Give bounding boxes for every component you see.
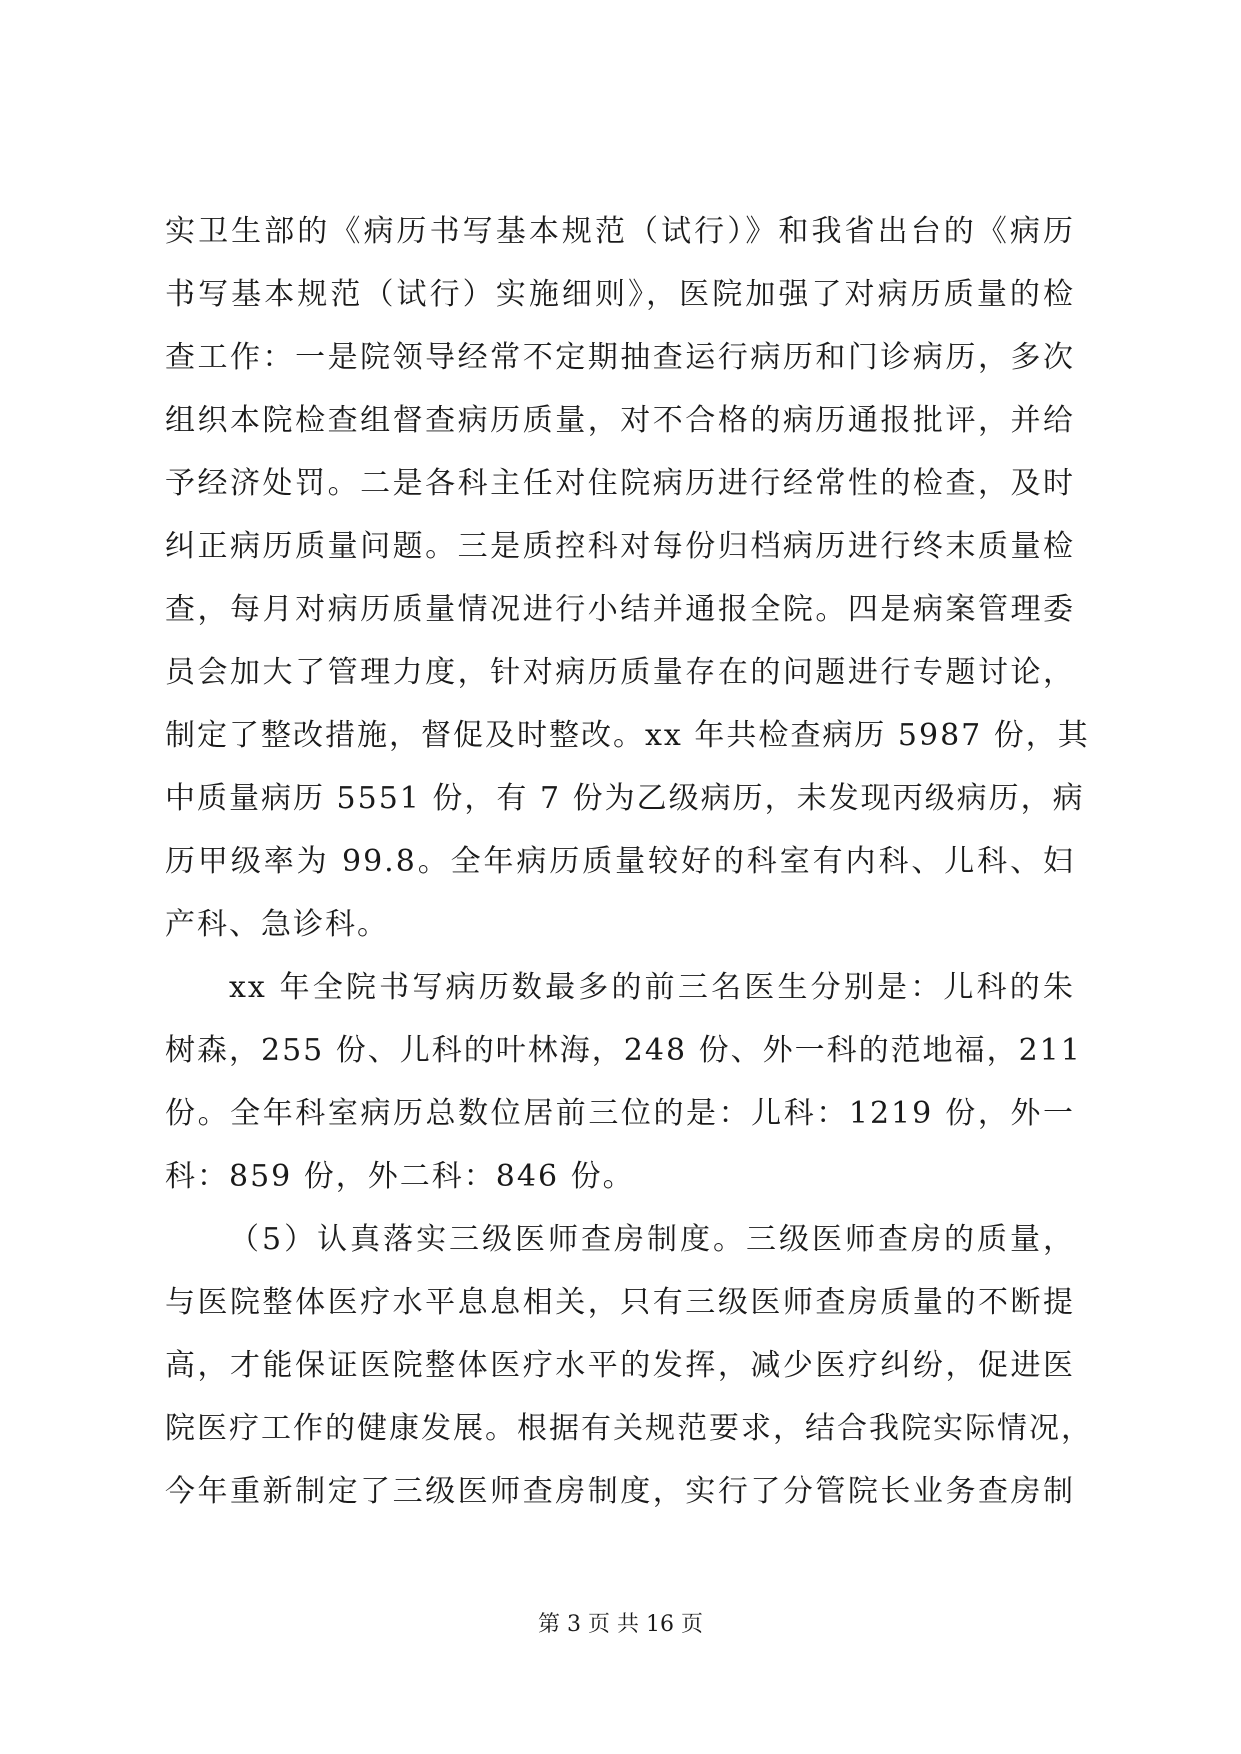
paragraph-3 <box>165 1208 1093 1523</box>
document-body <box>165 200 1093 1523</box>
paragraph-1 <box>165 200 1090 956</box>
page-number-footer: 第 3 页 共 16 页 <box>538 1612 703 1637</box>
text-line: 组织本院检查组督查病历质量，对不合格的病历通报批评，并给 <box>165 403 1075 438</box>
text-line: 实卫生部的《病历书写基本规范（试行）》和我省出台的《病历 <box>165 214 1075 249</box>
text-line: 历甲级率为 99.8。全年病历质量较好的科室有内科、儿科、妇 <box>165 844 1075 879</box>
text-line: 书写基本规范（试行）实施细则》，医院加强了对病历质量的检 <box>165 277 1075 312</box>
text-line: 与医院整体医疗水平息息相关，只有三级医师查房质量的不断提 <box>165 1285 1075 1320</box>
text-line: 高，才能保证医院整体医疗水平的发挥，减少医疗纠纷，促进医 <box>165 1348 1075 1383</box>
text-line: 查工作：一是院领导经常不定期抽查运行病历和门诊病历，多次 <box>165 340 1075 375</box>
text-line: 制定了整改措施，督促及时整改。xx 年共检查病历 5987 份，其 <box>165 718 1090 753</box>
text-line: 院医疗工作的健康发展。根据有关规范要求，结合我院实际情况， <box>165 1411 1093 1446</box>
text-line: 查，每月对病历质量情况进行小结并通报全院。四是病案管理委 <box>165 592 1075 627</box>
paragraph-2 <box>165 956 1082 1208</box>
text-line: xx 年全院书写病历数最多的前三名医生分别是：儿科的朱 <box>229 970 1075 1005</box>
text-line: 中质量病历 5551 份，有 7 份为乙级病历，未发现丙级病历，病 <box>165 781 1085 816</box>
text-line: 科：859 份，外二科：846 份。 <box>165 1159 635 1194</box>
text-line: 份。全年科室病历总数位居前三位的是：儿科：1219 份，外一 <box>165 1096 1075 1131</box>
text-line: 纠正病历质量问题。三是质控科对每份归档病历进行终末质量检 <box>165 529 1075 564</box>
text-line: 产科、急诊科。 <box>165 907 389 942</box>
text-line: （5）认真落实三级医师查房制度。三级医师查房的质量， <box>229 1222 1075 1257</box>
text-line: 树森，255 份、儿科的叶林海，248 份、外一科的范地福，211 <box>165 1033 1082 1068</box>
text-line: 员会加大了管理力度，针对病历质量存在的问题进行专题讨论， <box>165 655 1075 690</box>
text-line: 予经济处罚。二是各科主任对住院病历进行经常性的检查，及时 <box>165 466 1075 501</box>
text-line: 今年重新制定了三级医师查房制度，实行了分管院长业务查房制 <box>165 1474 1075 1509</box>
